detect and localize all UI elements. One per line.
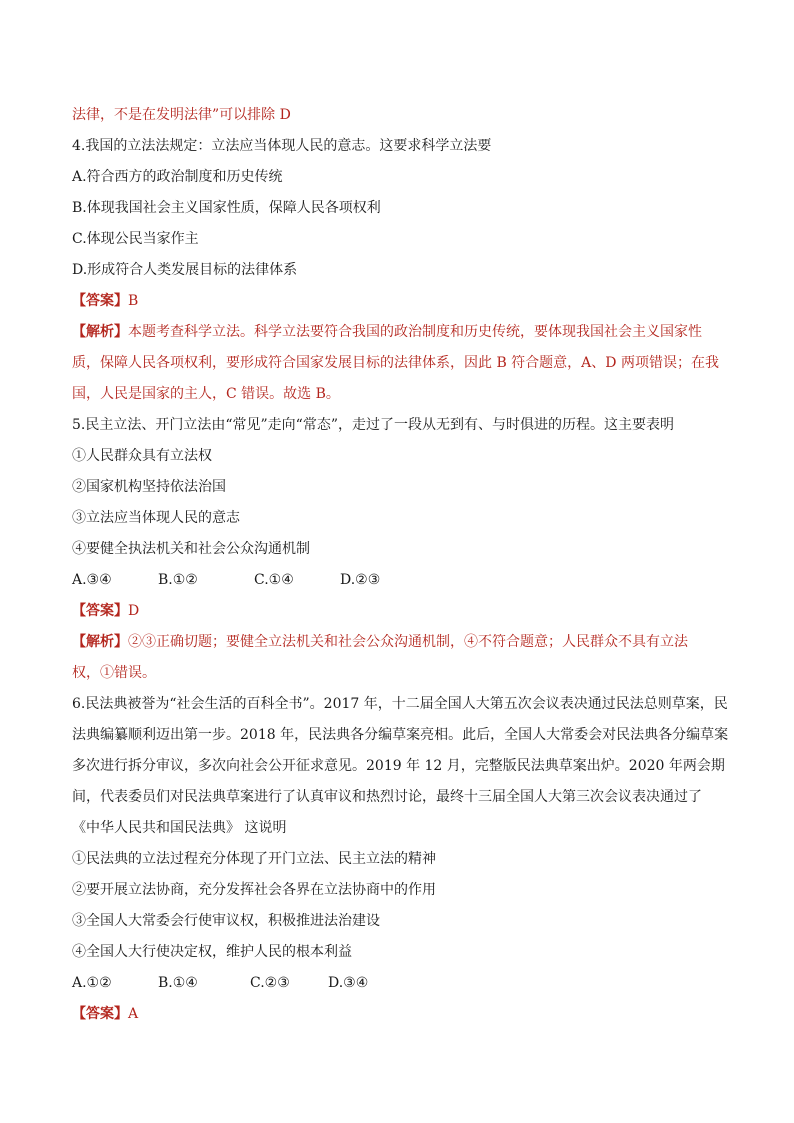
option-c: C.②③ <box>250 975 290 991</box>
question-6-stem-5: 《中华人民共和国民法典》 这说明 <box>72 820 287 836</box>
document-body <box>72 100 729 1030</box>
option-a: A.③④ <box>72 572 112 588</box>
question-4-stem: 4.我国的立法法规定：立法应当体现人民的意志。这要求科学立法要 <box>72 138 492 154</box>
question-6-statement-2: ②要开展立法协商，充分发挥社会各界在立法协商中的作用 <box>72 882 436 898</box>
prev-explanation-tail: 法律，不是在发明法律”可以排除 D <box>72 107 291 123</box>
option-a: A.①② <box>72 975 112 991</box>
option-c: C.①④ <box>254 572 294 588</box>
answer-label: 【答案】 <box>72 603 128 619</box>
question-6-stem-2: 法典编纂顺利迈出第一步。2018 年，民法典各分编草案亮相。此后，全国人大常委会对民法典各分编草案 <box>72 727 729 743</box>
explanation-text: ②③正确切题；要健全立法机关和社会公众沟通机制，④不符合题意；人民群众不具有立法 <box>128 634 688 650</box>
explanation-label: 【解析】 <box>72 324 128 340</box>
question-6-statement-4: ④全国人大行使决定权，维护人民的根本利益 <box>72 944 352 960</box>
question-4-explanation-2: 质，保障人民各项权利，要形成符合国家发展目标的法律体系，因此 B 符合题意，A、D 两项错误；在我 <box>72 355 719 371</box>
answer-label: 【答案】 <box>72 293 128 309</box>
question-6-answer <box>72 999 722 1030</box>
question-5-explanation-2: 权，①错误。 <box>72 665 156 681</box>
question-4-option-a: A.符合西方的政治制度和历史传统 <box>72 169 283 185</box>
question-5-answer <box>72 596 722 627</box>
question-5-statement-4: ④要健全执法机关和社会公众沟通机制 <box>72 541 310 557</box>
option-b: B.①② <box>158 572 198 588</box>
question-5-options <box>72 565 722 596</box>
question-5-explanation-1 <box>72 627 722 658</box>
explanation-label: 【解析】 <box>72 634 128 650</box>
question-5-statement-2: ②国家机构坚持依法治国 <box>72 479 226 495</box>
answer-value: A <box>128 1006 139 1022</box>
question-4-option-c: C.体现公民当家作主 <box>72 231 199 247</box>
question-6-stem-1: 6.民法典被誉为“社会生活的百科全书”。2017 年，十二届全国人大第五次会议表决通过民法总则草案，民 <box>72 696 728 712</box>
question-5-statement-3: ③立法应当体现人民的意志 <box>72 510 240 526</box>
option-b: B.①④ <box>158 975 198 991</box>
question-4-option-d: D.形成符合人类发展目标的法律体系 <box>72 262 298 278</box>
question-4-explanation-1 <box>72 317 722 348</box>
option-d: D.③④ <box>328 975 369 991</box>
question-5-statement-1: ①人民群众具有立法权 <box>72 448 212 464</box>
explanation-text: 本题考查科学立法。科学立法要符合我国的政治制度和历史传统，要体现我国社会主义国家性 <box>128 324 702 340</box>
question-4-answer <box>72 286 722 317</box>
question-4-option-b: B.体现我国社会主义国家性质，保障人民各项权利 <box>72 200 381 216</box>
answer-value: B <box>128 293 139 309</box>
question-6-stem-4: 间，代表委员们对民法典草案进行了认真审议和热烈讨论，最终十三届全国人大第三次会议表决通过了 <box>72 789 702 805</box>
answer-value: D <box>128 603 140 619</box>
question-6-stem-3: 多次进行拆分审议，多次向社会公开征求意见。2019 年 12 月，完整版民法典草案出炉。2020 年两会期 <box>72 758 725 774</box>
question-6-statement-1: ①民法典的立法过程充分体现了开门立法、民主立法的精神 <box>72 851 436 867</box>
question-4-explanation-3: 国，人民是国家的主人，C 错误。故选 B。 <box>72 386 340 402</box>
question-6-statement-3: ③全国人大常委会行使审议权，积极推进法治建设 <box>72 913 380 929</box>
option-d: D.②③ <box>340 572 381 588</box>
answer-label: 【答案】 <box>72 1006 128 1022</box>
question-6-options <box>72 968 722 999</box>
question-5-stem: 5.民主立法、开门立法由“常见”走向“常态”，走过了一段从无到有、与时俱进的历程。这主要表明 <box>72 417 674 433</box>
